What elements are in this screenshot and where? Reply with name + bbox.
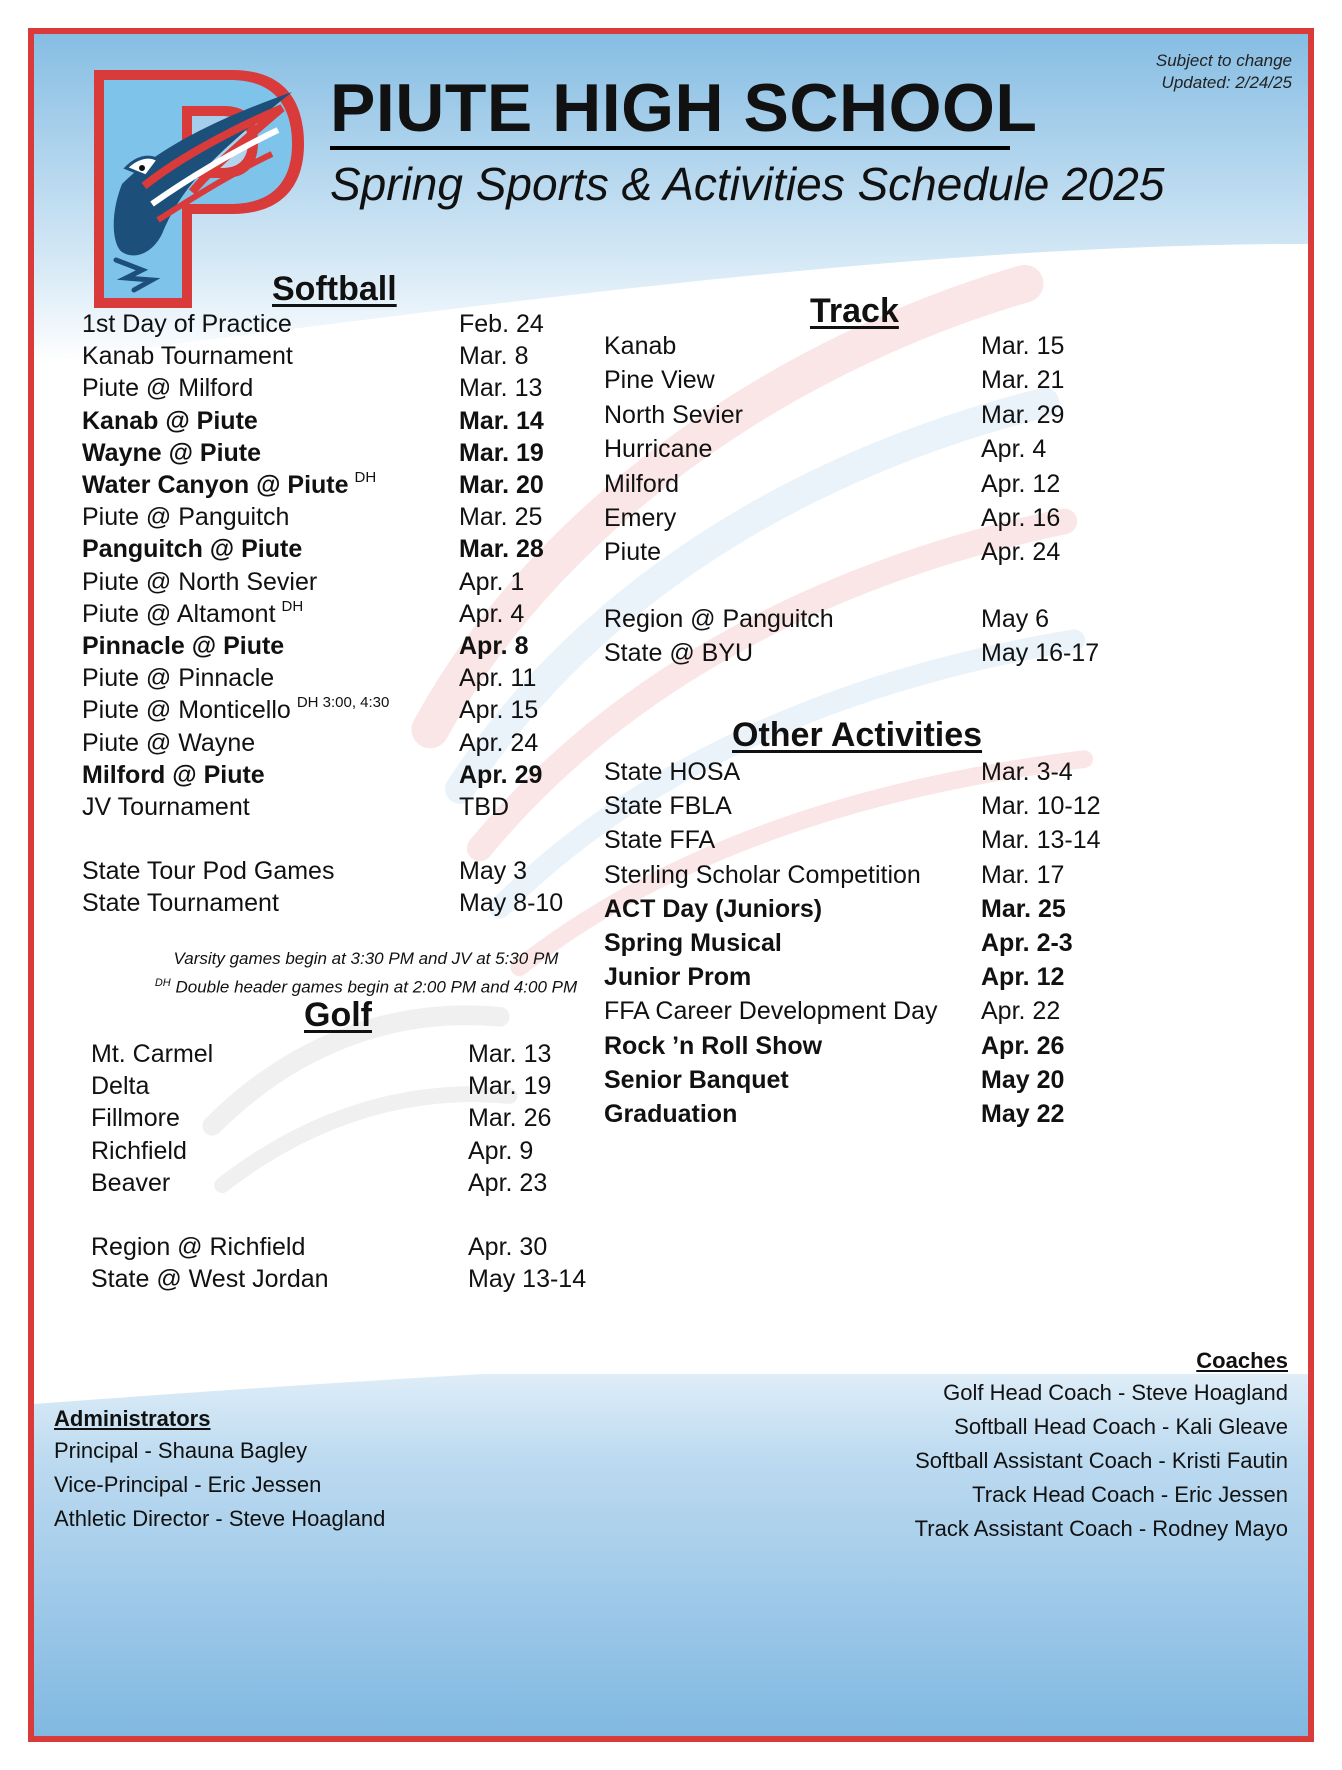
- softball-event: State Tour Pod Games: [82, 857, 335, 886]
- track-date: May 16-17: [981, 639, 1100, 668]
- golf-heading: Golf: [304, 996, 372, 1034]
- track-event: North Sevier: [604, 400, 743, 429]
- softball-event: Piute @ Monticello: [82, 696, 291, 725]
- softball-row: [82, 438, 544, 468]
- softball-notes: [86, 946, 646, 1000]
- softball-date: Apr. 15: [459, 696, 539, 725]
- softball-row: [82, 793, 509, 822]
- golf-event: State @ West Jordan: [91, 1265, 329, 1294]
- schedule-subtitle: Spring Sports & Activities Schedule 2025: [330, 158, 1165, 210]
- golf-row: [91, 1136, 534, 1166]
- other-date: May 20: [981, 1065, 1065, 1094]
- track-event: Milford: [604, 469, 680, 498]
- administrator-entry: Athletic Director - Steve Hoagland: [54, 1506, 386, 1531]
- softball-note: DH 3:00, 4:30: [296, 694, 390, 712]
- softball-date: Mar. 19: [459, 438, 544, 467]
- softball-date: Apr. 8: [459, 632, 529, 660]
- softball-date: Apr. 4: [459, 599, 525, 628]
- softball-row: [82, 535, 544, 564]
- administrator-entry: Principal - Shauna Bagley: [54, 1438, 308, 1463]
- softball-note: DH: [354, 469, 377, 486]
- coach-entry: Softball Assistant Coach - Kristi Fautin: [915, 1448, 1288, 1473]
- softball-event: State Tournament: [82, 889, 279, 918]
- track-row: [604, 469, 1061, 499]
- track-event: State @ BYU: [604, 639, 754, 668]
- softball-date: May 8-10: [459, 889, 564, 918]
- track-event: Region @ Panguitch: [604, 604, 834, 633]
- administrator-entry: Vice-Principal - Eric Jessen: [54, 1472, 322, 1497]
- other-row: [604, 758, 1073, 787]
- softball-event: Panguitch @ Piute: [82, 535, 303, 564]
- coaches-list: [915, 1376, 1288, 1546]
- softball-row: [82, 406, 544, 436]
- golf-event: Region @ Richfield: [91, 1233, 306, 1261]
- softball-event: Pinnacle @ Piute: [82, 632, 285, 660]
- track-row: [604, 639, 1100, 668]
- other-row: [604, 860, 1065, 890]
- other-date: Mar. 17: [981, 860, 1065, 889]
- track-event: Piute: [604, 538, 661, 567]
- softball-row: [82, 503, 543, 532]
- golf-row: [91, 1104, 552, 1133]
- other-date: Apr. 22: [981, 997, 1061, 1026]
- coach-entry: Softball Head Coach - Kali Gleave: [954, 1414, 1288, 1439]
- golf-row: [91, 1265, 587, 1294]
- softball-date: Apr. 11: [459, 664, 537, 693]
- softball-event: Piute @ North Sevier: [82, 567, 318, 596]
- softball-date: Apr. 24: [459, 728, 539, 757]
- track-row: [604, 538, 1061, 567]
- golf-date: Mar. 26: [468, 1104, 552, 1133]
- golf-date: Apr. 23: [468, 1168, 548, 1197]
- golf-date: Apr. 30: [468, 1233, 548, 1261]
- other-activities-heading: Other Activities: [732, 716, 983, 754]
- softball-date: Mar. 13: [459, 374, 543, 403]
- golf-row: [91, 1233, 548, 1262]
- other-date: Apr. 12: [981, 963, 1065, 992]
- golf-event: Delta: [91, 1072, 150, 1101]
- golf-event: Richfield: [91, 1136, 187, 1165]
- administrators-list: [54, 1434, 385, 1536]
- track-row: [604, 504, 1061, 533]
- softball-event: Kanab Tournament: [82, 342, 293, 371]
- softball-row: [82, 889, 564, 918]
- softball-date: Mar. 20: [459, 471, 544, 499]
- softball-event: 1st Day of Practice: [82, 310, 292, 338]
- softball-date: Apr. 29: [459, 760, 543, 789]
- other-row: [604, 997, 1061, 1026]
- softball-row: [82, 664, 537, 693]
- update-notice: [1156, 50, 1292, 94]
- softball-date: Mar. 28: [459, 535, 544, 564]
- track-row: [604, 366, 1065, 395]
- other-row: [604, 894, 1066, 924]
- coach-entry: Track Assistant Coach - Rodney Mayo: [914, 1516, 1288, 1541]
- track-date: Mar. 29: [981, 400, 1065, 429]
- softball-event: Piute @ Wayne: [82, 728, 256, 757]
- other-event: Sterling Scholar Competition: [604, 860, 921, 889]
- track-event: Pine View: [604, 366, 715, 395]
- softball-date: Feb. 24: [459, 310, 544, 338]
- track-date: Apr. 16: [981, 504, 1061, 532]
- softball-event: JV Tournament: [82, 793, 250, 821]
- softball-row: [82, 469, 544, 500]
- softball-row: [82, 597, 525, 629]
- other-row: [604, 826, 1101, 855]
- coach-entry: Golf Head Coach - Steve Hoagland: [943, 1380, 1288, 1405]
- coaches-heading: Coaches: [1196, 1348, 1288, 1373]
- other-event: FFA Career Development Day: [604, 997, 938, 1026]
- other-event: Spring Musical: [604, 929, 782, 957]
- softball-date: Mar. 8: [459, 342, 529, 371]
- softball-event: Piute @ Pinnacle: [82, 664, 275, 693]
- track-row: [604, 435, 1047, 464]
- track-date: Apr. 12: [981, 469, 1061, 498]
- track-row: [604, 400, 1065, 430]
- other-row: [604, 963, 1065, 992]
- other-event: Rock ’n Roll Show: [604, 1031, 823, 1060]
- other-event: State FFA: [604, 826, 716, 855]
- coach-entry: Track Head Coach - Eric Jessen: [972, 1482, 1288, 1507]
- other-event: Graduation: [604, 1100, 738, 1128]
- other-date: Mar. 25: [981, 894, 1066, 923]
- golf-row: [91, 1168, 548, 1198]
- golf-event: Fillmore: [91, 1104, 180, 1133]
- softball-row: [82, 728, 539, 758]
- double-header-note: $^{DH}$ Double header games begin at 2:00 PM and 4:00 PM: [154, 977, 578, 997]
- softball-event: Kanab @ Piute: [82, 406, 258, 435]
- golf-row: [91, 1072, 552, 1101]
- softball-row: [82, 310, 544, 339]
- softball-date: May 3: [459, 857, 528, 886]
- softball-heading: Softball: [272, 270, 397, 308]
- other-row: [604, 792, 1101, 821]
- softball-date: TBD: [459, 793, 509, 821]
- other-event: Junior Prom: [604, 963, 752, 992]
- softball-date: Mar. 25: [459, 503, 543, 532]
- varsity-time-note: Varsity games begin at 3:30 PM and JV at 5:30 PM: [173, 949, 559, 968]
- other-event: ACT Day (Juniors): [604, 894, 823, 923]
- track-event: Kanab: [604, 332, 677, 360]
- subject-to-change-text: Subject to change: [1155, 51, 1292, 70]
- softball-date: Apr. 1: [459, 567, 525, 596]
- other-date: Apr. 26: [981, 1031, 1065, 1060]
- other-date: Apr. 2-3: [981, 929, 1073, 957]
- softball-row: [82, 342, 529, 371]
- track-event: Hurricane: [604, 435, 713, 464]
- softball-event: Piute @ Altamont: [82, 599, 276, 628]
- softball-event: Water Canyon @ Piute: [82, 471, 349, 499]
- golf-date: Mar. 19: [468, 1072, 552, 1101]
- softball-date: Mar. 14: [459, 406, 544, 435]
- softball-event: Milford @ Piute: [82, 760, 265, 789]
- other-event: Senior Banquet: [604, 1065, 789, 1094]
- school-title: PIUTE HIGH SCHOOL: [330, 70, 1038, 146]
- golf-event: Mt. Carmel: [91, 1040, 214, 1068]
- golf-date: Apr. 9: [468, 1136, 534, 1165]
- track-event: Emery: [604, 504, 677, 532]
- track-row: [604, 332, 1065, 361]
- track-row: [604, 604, 1050, 634]
- softball-row: [82, 760, 543, 790]
- administrators-heading: Administrators: [54, 1406, 211, 1431]
- softball-row: [82, 694, 539, 725]
- golf-date: May 13-14: [468, 1265, 587, 1294]
- page-frame: [28, 28, 1314, 1742]
- other-event: State FBLA: [604, 792, 732, 821]
- softball-row: [82, 857, 528, 886]
- track-date: Apr. 24: [981, 538, 1061, 567]
- golf-date: Mar. 13: [468, 1040, 552, 1068]
- other-row: [604, 1100, 1065, 1129]
- softball-row: [82, 567, 525, 597]
- other-row: [604, 1065, 1065, 1095]
- other-date: May 22: [981, 1100, 1065, 1128]
- track-date: May 6: [981, 604, 1050, 633]
- other-date: Mar. 3-4: [981, 758, 1073, 786]
- golf-row: [91, 1040, 552, 1069]
- softball-event: Piute @ Milford: [82, 374, 254, 403]
- softball-note: DH: [281, 597, 304, 615]
- softball-event: Wayne @ Piute: [82, 438, 262, 467]
- track-heading: Track: [810, 292, 899, 330]
- other-event: State HOSA: [604, 758, 741, 786]
- golf-event: Beaver: [91, 1168, 171, 1197]
- other-row: [604, 929, 1073, 958]
- softball-event: Piute @ Panguitch: [82, 503, 290, 532]
- other-date: Mar. 10-12: [981, 792, 1101, 821]
- track-date: Apr. 4: [981, 435, 1047, 464]
- other-date: Mar. 13-14: [981, 826, 1101, 855]
- softball-row: [82, 374, 543, 403]
- track-date: Mar. 21: [981, 366, 1065, 395]
- updated-date-text: Updated: 2/24/25: [1161, 73, 1292, 92]
- other-row: [604, 1031, 1065, 1061]
- softball-row: [82, 632, 529, 661]
- track-date: Mar. 15: [981, 332, 1065, 360]
- title-rule: [330, 146, 1010, 150]
